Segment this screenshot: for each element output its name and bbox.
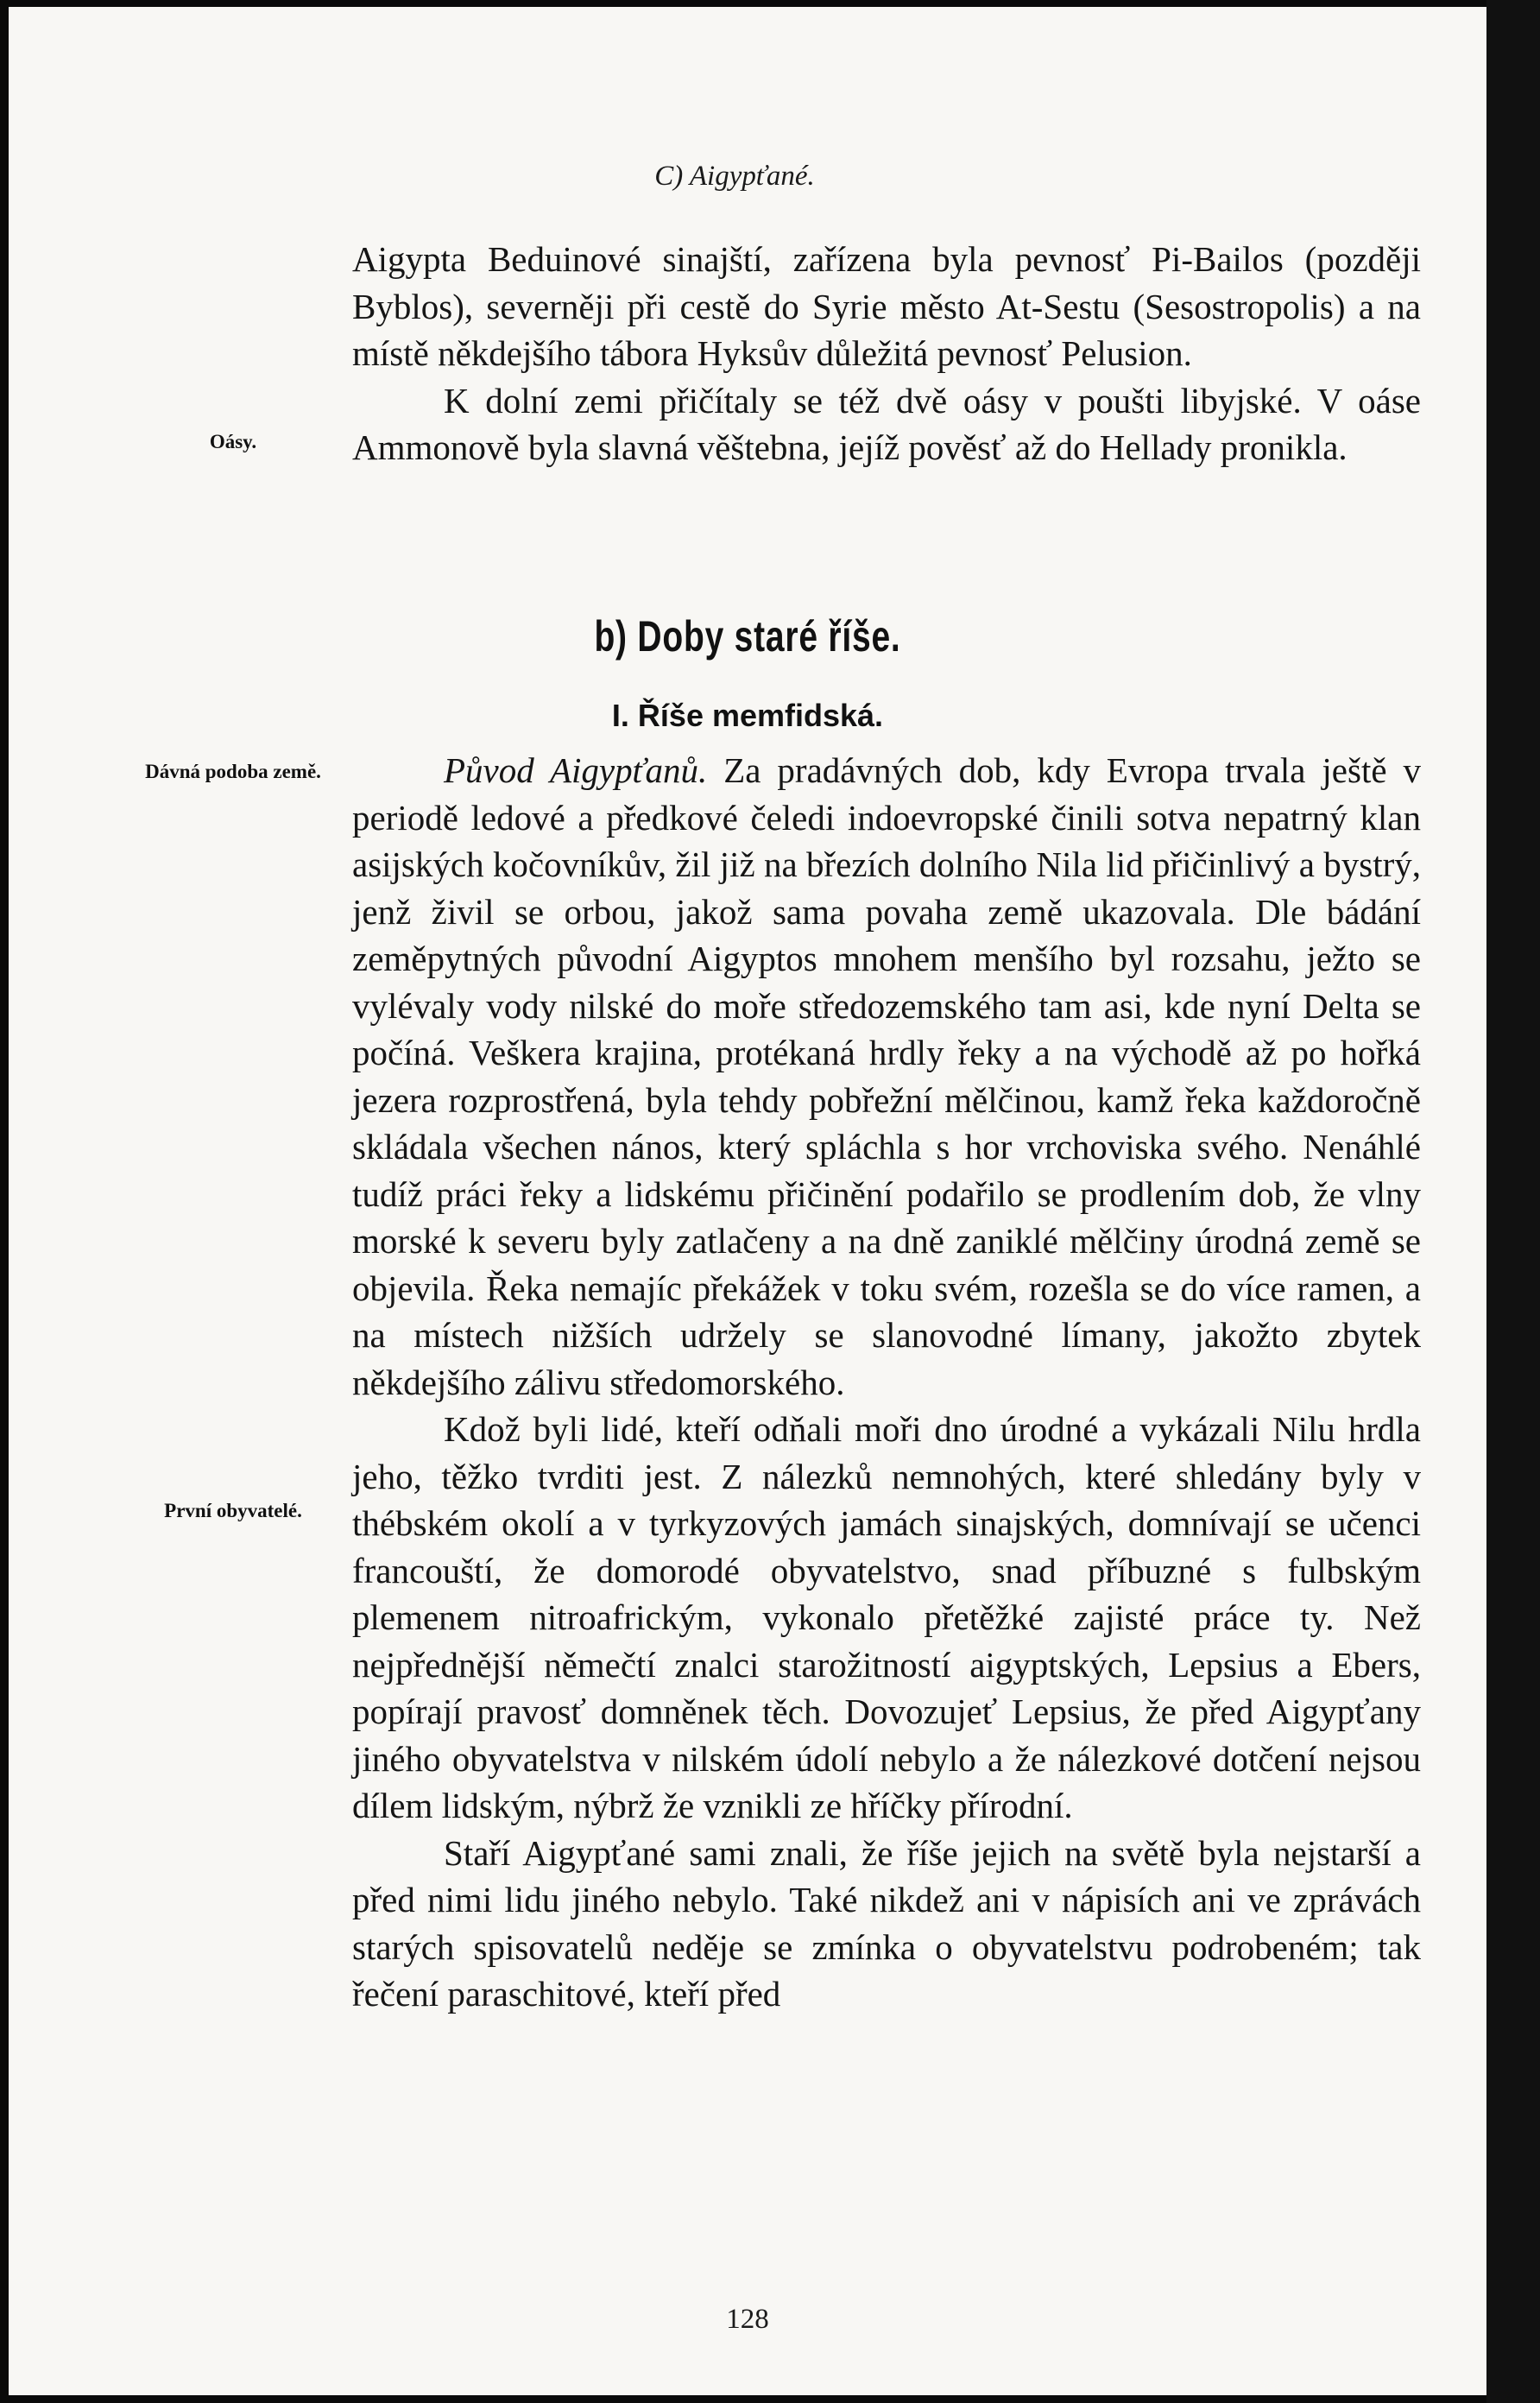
paragraph-3-lead: Původ Aigypťanů.	[444, 750, 708, 790]
margin-note-davna-podoba: Dávná podoba země.	[145, 761, 321, 782]
book-page	[9, 7, 1486, 2395]
paragraph-5: Staří Aigypťané sami znali, že říše jejich na světě byla nejstarší a před nimi lidu jiného nebylo. Také nikdež ani v nápisích ani ve zprávách starých spisovatelů neděje se zmínka o obyvatelstvu podrobeném; tak řečení paraschitové, kteří před	[352, 1832, 1421, 2014]
margin-note-prvni-obyvatele: První obyvatelé.	[164, 1500, 302, 1521]
text-block-top	[352, 236, 1421, 471]
page-number: 128	[726, 2304, 769, 2335]
running-header: C) Aigypťané.	[654, 161, 815, 192]
paragraph-2: K dolní zemi přičítaly se též dvě oásy v poušti libyjské. V oáse Ammonově byla slavná věštebna, jejíž pověsť až do Hellady pronikla.	[352, 380, 1421, 467]
text-block-main	[352, 747, 1421, 2018]
scan-border	[1486, 0, 1540, 2403]
paragraph-3-text: Za pradávných dob, kdy Evropa trvala ještě v periodě ledové a předkové čeledi indoevropské činili sotva nepatrný klan asijských kočovníkův, žil již na březích dolního Nila lid přičinlivý a bystrý, jenž živil se orbou, jakož sama povaha země ukazovala. Dle bádání zeměpytných původní Aigyptos mnohem menšího byl rozsahu, ježto se vylévaly vody nilské do moře středozemského tam asi, kde nyní Delta se počíná. Veškera krajina, protékaná hrdly řeky a na východě až po hořká jezera rozprostřená, byla tehdy pobřežní mělčinou, kamž řeka každoročně skládala všechen nános, který spláchla s hor vrchoviska svého. Nenáhlé tudíž práci řeky a lidskému přičinění podařilo se prodlením dob, že vlny morské k severu byly zatlačeny a na dně zaniklé mělčiny úrodná země se objevila. Řeka nemajíc překážek v toku svém, rozešla se do více ramen, a na místech nižších udržely se slanovodné límany, jakožto zbytek někdejšího zálivu středomorského.	[352, 750, 1421, 1402]
section-title: b) Doby staré říše.	[594, 612, 901, 661]
paragraph-3	[352, 747, 1421, 1406]
subsection-title: I. Říše memfidská.	[611, 698, 884, 733]
paragraph-4: Kdož byli lidé, kteří odňali moři dno úrodné a vykázali Nilu hrdla jeho, těžko tvrditi jest. Z nálezků nemnohých, které shledány byly v thébském okolí a v tyrkyzových jamách sinajských, domnívají se učenci francouští, že domorodé obyvatelstvo, snad příbuzné s fulbským plemenem nitroafrickým, vykonalo přetěžké zajisté práce ty. Než nejpřednější němečtí znalci starožitností aigyptských, Lepsius a Ebers, popírají pravosť domněnek těch. Dovozujeť Lepsius, že před Aigypťany jiného obyvatelstva v nilském údolí nebylo a že nálezkové dotčení nejsou dílem lidským, nýbrž že vznikli ze hříčky přírodní.	[352, 1409, 1421, 1825]
paragraph-1: Aigypta Beduinové sinajští, zařízena byla pevnosť Pi-Bailos (později Byblos), severněji při cestě do Syrie město At-Sestu (Sesostropolis) a na místě někdejšího tábora Hyksův důležitá pevnosť Pelusion.	[352, 239, 1421, 373]
margin-note-oasy: Oásy.	[209, 431, 257, 452]
